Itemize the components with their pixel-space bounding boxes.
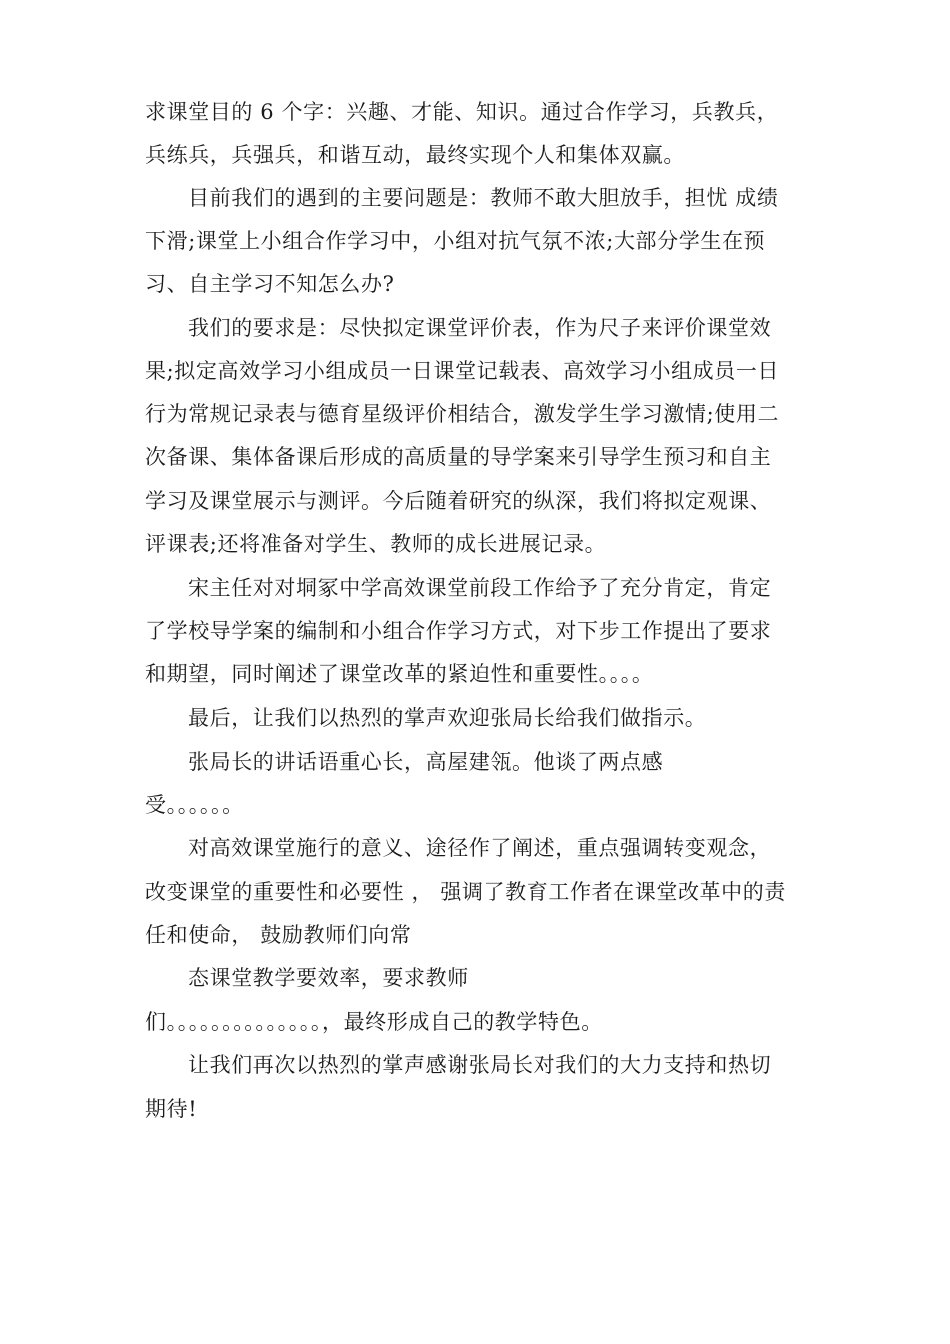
paragraph-start-line: 最后，让我们以热烈的掌声欢迎张局长给我们做指示。 (188, 706, 707, 730)
text-line: 兵练兵，兵强兵，和谐互动，最终实现个人和集体双赢。 (145, 143, 685, 167)
text-line: 次备课、集体备课后形成的高质量的导学案来引导学生预习和自主 (145, 445, 772, 469)
text-line: 行为常规记录表与德育星级评价相结合，激发学生学习激情;使用二 (145, 402, 780, 426)
text-line: 们。。。。。。。。。。。。。。，最终形成自己的教学特色。 (145, 1010, 603, 1034)
text-line: 任和使命， 鼓励教师们向常 (145, 923, 412, 947)
text-line: 下滑;课堂上小组合作学习中，小组对抗气氛不浓;大部分学生在预 (145, 229, 766, 253)
paragraph-start-line: 张局长的讲话语重心长，高屋建瓴。他谈了两点感 (188, 750, 664, 774)
text-line: 果;拟定高效学习小组成员一日课堂记载表、高效学习小组成员一日 (145, 359, 780, 383)
text-line: 求课堂目的 6 个字：兴趣、才能、知识。通过合作学习，兵教兵， (145, 100, 779, 124)
text-line: 习、自主学习不知怎么办? (145, 272, 395, 296)
paragraph-start-line: 对高效课堂施行的意义、途径作了阐述，重点强调转变观念， (188, 836, 772, 860)
paragraph-start-line: 我们的要求是：尽快拟定课堂评价表，作为尺子来评价课堂效 (188, 316, 772, 340)
text-line: 学习及课堂展示与测评。今后随着研究的纵深，我们将拟定观课、 (145, 489, 772, 513)
text-line: 评课表;还将准备对学生、教师的成长进展记录。 (145, 532, 607, 556)
text-line: 受。。。。。。 (145, 793, 244, 817)
text-line: 和期望，同时阐述了课堂改革的紧迫性和重要性。。。。 (145, 662, 654, 686)
paragraph-start-line: 目前我们的遇到的主要问题是：教师不敢大胆放手，担忧 成绩 (188, 186, 779, 210)
text-line: 了学校导学案的编制和小组合作学习方式，对下步工作提出了要求 (145, 619, 772, 643)
paragraph-start-line: 态课堂教学要效率，要求教师 (188, 966, 469, 990)
text-line: 改变课堂的重要性和必要性 ， 强调了教育工作者在课堂改革中的责 (145, 880, 786, 904)
text-line: 期待! (145, 1097, 198, 1121)
paragraph-start-line: 宋主任对对垌冢中学高效课堂前段工作给予了充分肯定，肯定 (188, 576, 772, 600)
paragraph-start-line: 让我们再次以热烈的掌声感谢张局长对我们的大力支持和热切 (188, 1053, 772, 1077)
